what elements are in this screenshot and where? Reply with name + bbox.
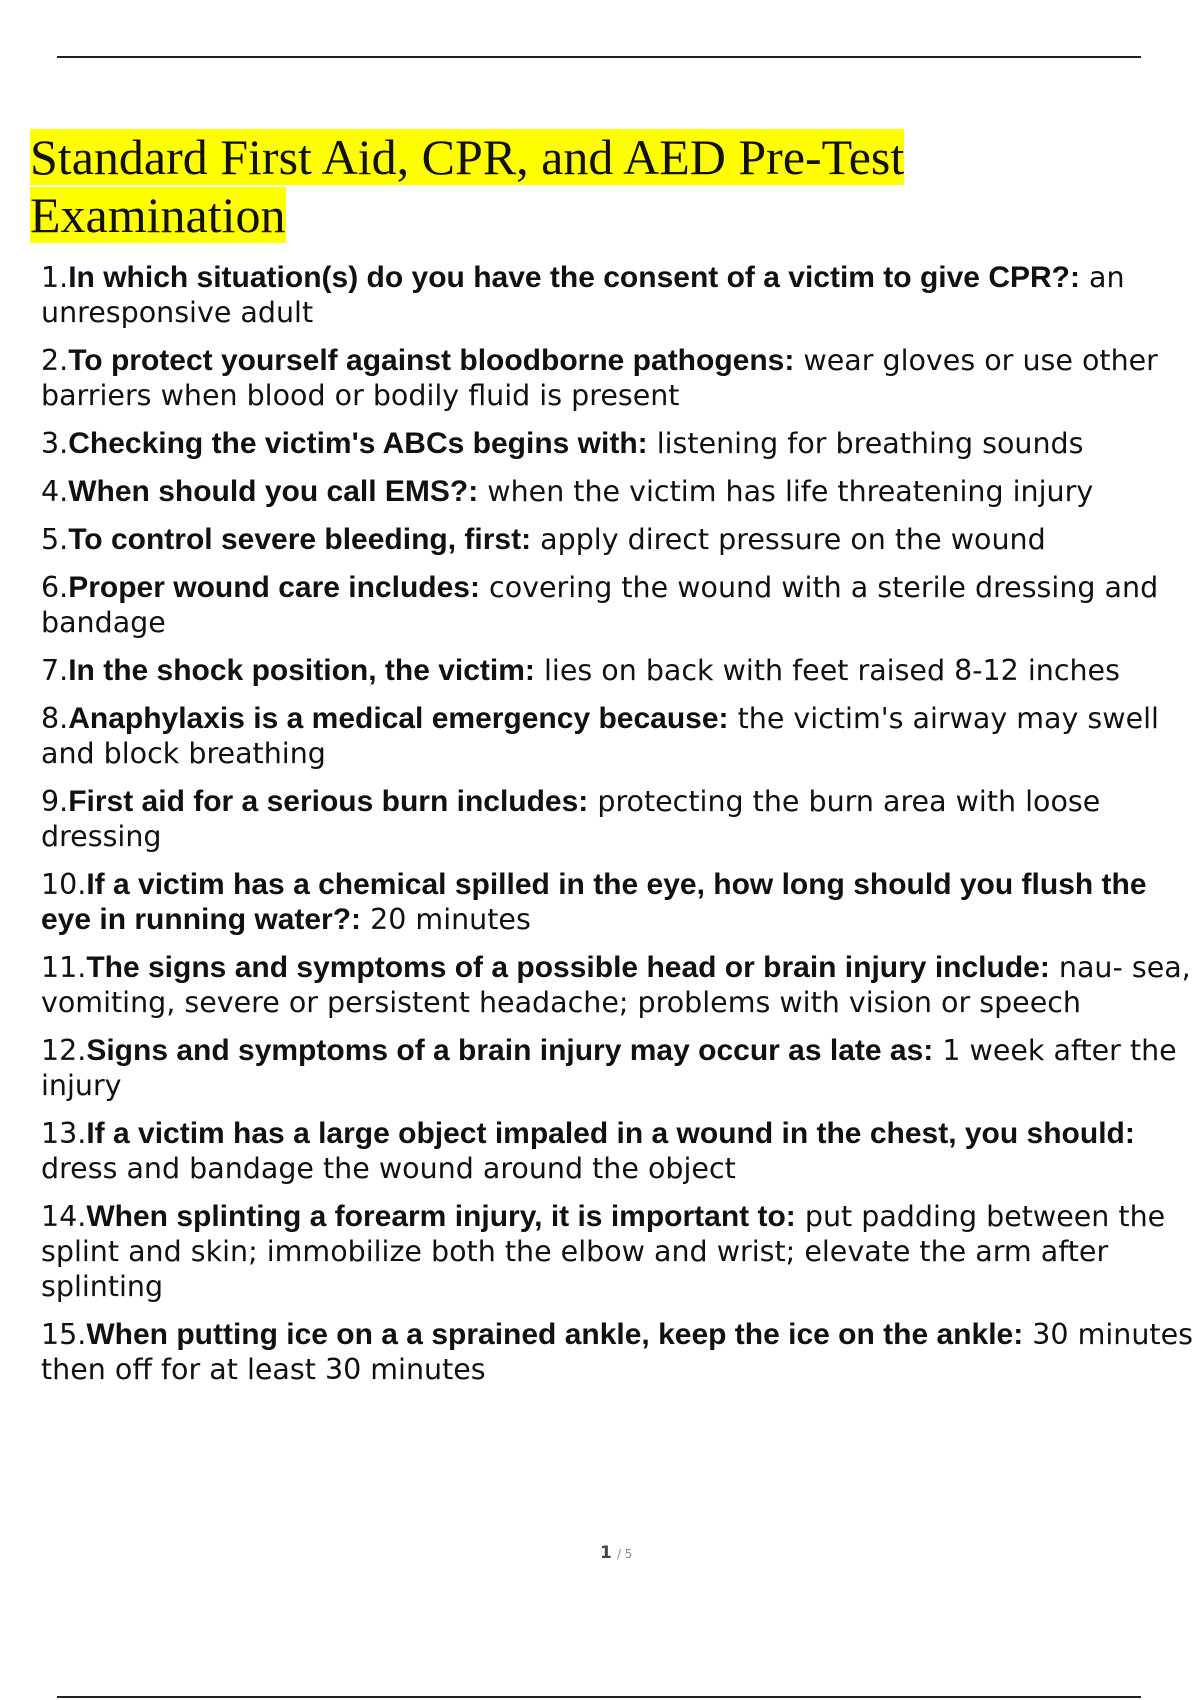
item-number: 13. — [41, 1117, 87, 1150]
item-number: 7. — [41, 654, 69, 687]
item-number: 14. — [41, 1200, 87, 1233]
item-answer: 1 week after the injury — [41, 1034, 1177, 1102]
list-item — [41, 653, 1200, 688]
item-question: If a victim has a chemical spilled in the eye, how long should you flush the eye in running water?: — [41, 868, 1147, 936]
item-question: When splinting a forearm injury, it is important to: — [86, 1200, 796, 1233]
item-question: The signs and symptoms of a possible head or brain injury include: — [86, 951, 1050, 984]
item-answer: protecting the burn area with loose dressing — [41, 785, 1101, 853]
item-number: 9. — [41, 785, 69, 818]
item-question: When putting ice on a a sprained ankle, keep the ice on the ankle: — [86, 1318, 1024, 1351]
item-question: In which situation(s) do you have the consent of a victim to give CPR?: — [68, 261, 1080, 294]
item-answer: wear gloves or use other barriers when blood or bodily fluid is present — [41, 344, 1158, 412]
question-list — [41, 260, 1200, 1400]
item-number: 4. — [41, 475, 69, 508]
item-number: 3. — [41, 427, 69, 460]
item-question: Anaphylaxis is a medical emergency because: — [68, 702, 729, 735]
item-question: To protect yourself against bloodborne pathogens: — [68, 344, 795, 377]
item-answer: an unresponsive adult — [41, 261, 1125, 329]
item-answer: when the victim has life threatening injury — [487, 475, 1094, 508]
title-highlight: Standard First Aid, CPR, and AED Pre-Test Examination — [30, 129, 905, 243]
item-question: In the shock position, the victim: — [68, 654, 535, 687]
item-answer: put padding between the splint and skin; immobilize both the elbow and wrist; elevate the arm after splinting — [41, 1200, 1166, 1303]
item-answer: 20 minutes — [370, 903, 531, 936]
item-answer: 30 minutes then off for at least 30 minutes — [41, 1318, 1193, 1386]
item-number: 15. — [41, 1318, 87, 1351]
list-item — [41, 950, 1200, 1020]
total-pages: / 5 — [616, 1547, 633, 1561]
item-question: If a victim has a large object impaled in a wound in the chest, you should: — [86, 1117, 1135, 1150]
document-title — [30, 128, 1130, 244]
list-item — [41, 1317, 1200, 1387]
item-number: 11. — [41, 951, 87, 984]
item-question: Signs and symptoms of a brain injury may occur as late as: — [86, 1034, 934, 1067]
list-item — [41, 1199, 1200, 1304]
item-answer: covering the wound with a sterile dressing and bandage — [41, 571, 1159, 639]
item-answer: nau- sea, vomiting, severe or persistent headache; problems with vision or speech — [41, 951, 1191, 1019]
item-number: 10. — [41, 868, 87, 901]
item-question: Proper wound care includes: — [68, 571, 480, 604]
item-question: To control severe bleeding, first: — [68, 523, 532, 556]
item-answer: the victim's airway may swell and block breathing — [41, 702, 1159, 770]
item-answer: dress and bandage the wound around the object — [41, 1152, 736, 1185]
page-indicator — [600, 1543, 632, 1563]
item-answer: listening for breathing sounds — [656, 427, 1084, 460]
list-item — [41, 701, 1200, 771]
list-item — [41, 1033, 1200, 1103]
item-number: 6. — [41, 571, 69, 604]
item-number: 5. — [41, 523, 69, 556]
item-number: 1. — [41, 261, 69, 294]
list-item — [41, 343, 1200, 413]
list-item — [41, 784, 1200, 854]
item-answer: apply direct pressure on the wound — [540, 523, 1046, 556]
item-number: 12. — [41, 1034, 87, 1067]
list-item — [41, 260, 1200, 330]
item-question: When should you call EMS?: — [68, 475, 479, 508]
list-item — [41, 1116, 1200, 1186]
list-item — [41, 426, 1200, 461]
list-item — [41, 867, 1200, 937]
list-item — [41, 570, 1200, 640]
item-question: First aid for a serious burn includes: — [68, 785, 589, 818]
bottom-divider — [57, 1696, 1141, 1698]
list-item — [41, 474, 1200, 509]
list-item — [41, 522, 1200, 557]
item-answer: lies on back with feet raised 8-12 inches — [543, 654, 1120, 687]
current-page: 1 — [600, 1543, 612, 1563]
item-question: Checking the victim's ABCs begins with: — [68, 427, 648, 460]
top-divider — [57, 56, 1141, 58]
item-number: 8. — [41, 702, 69, 735]
item-number: 2. — [41, 344, 69, 377]
